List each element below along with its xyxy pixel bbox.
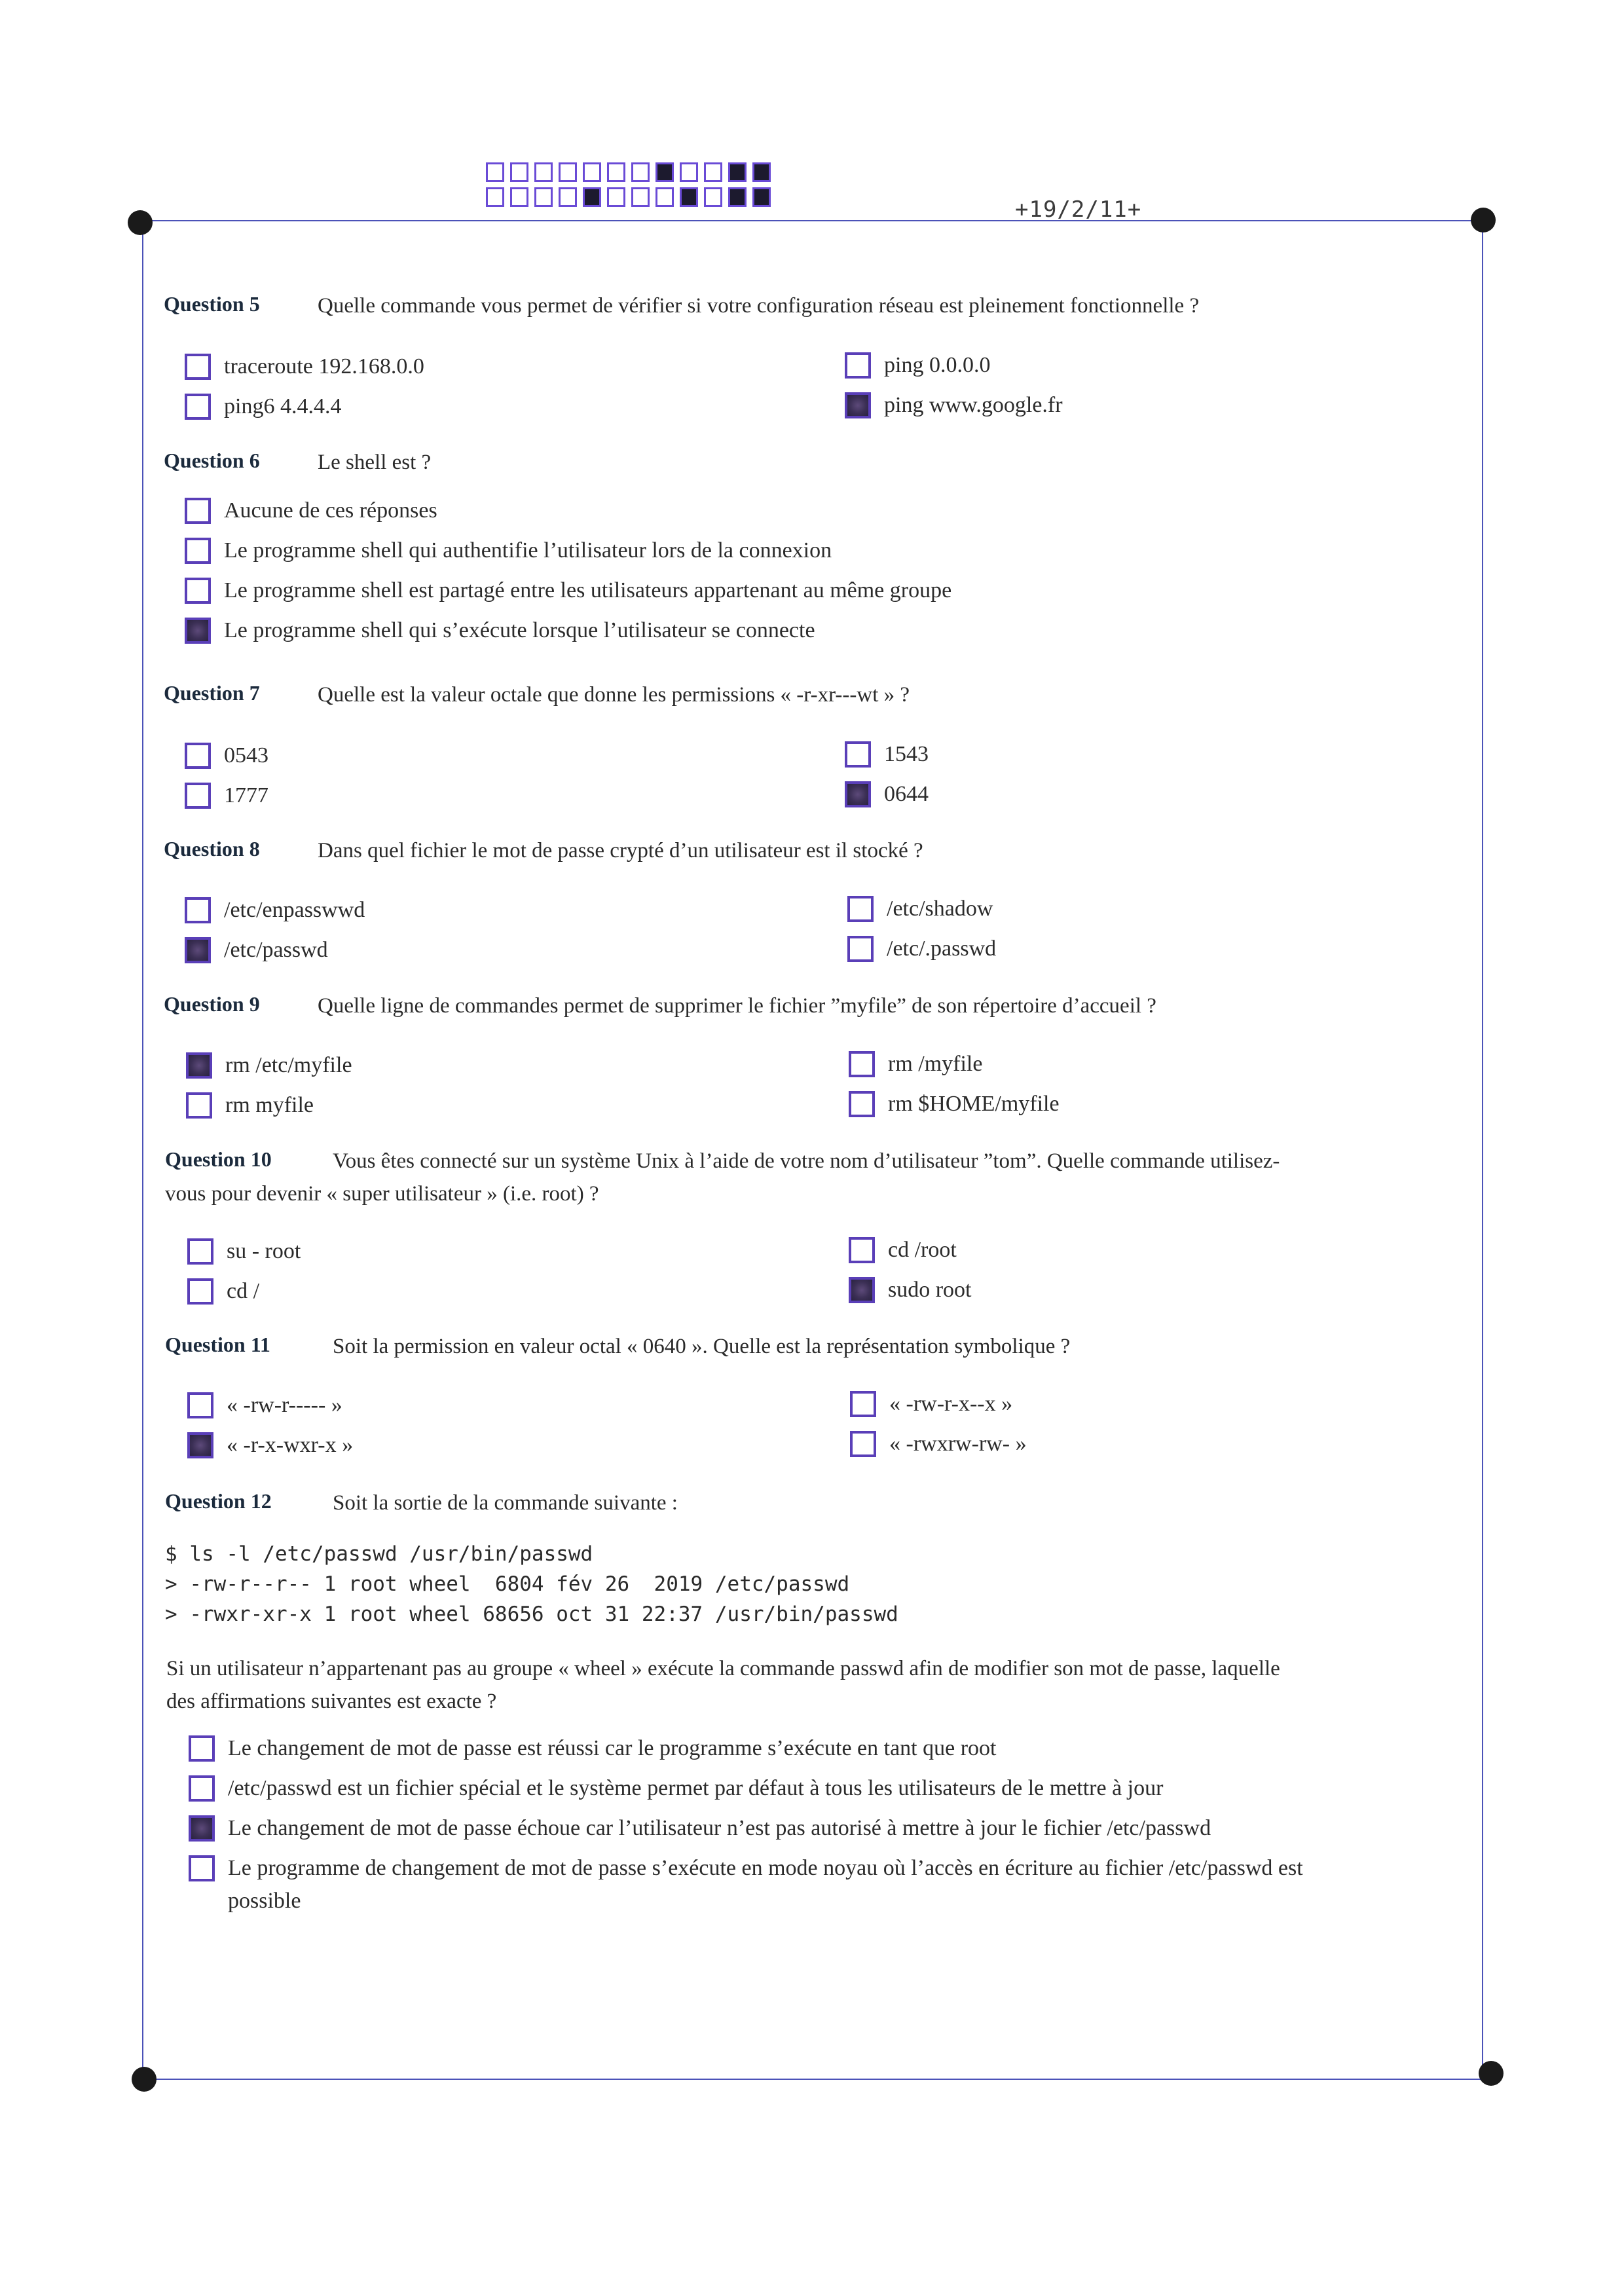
barcode-cell xyxy=(728,187,747,207)
option-label: rm /etc/myfile xyxy=(225,1053,352,1077)
checkbox[interactable] xyxy=(187,1392,213,1418)
barcode xyxy=(486,162,777,212)
option-label: Le changement de mot de passe échoue car l’utilisateur n’est pas autorisé à mettre à jour le fichier /etc/passwd xyxy=(228,1816,1211,1840)
option-label: « -rw-r-x--x » xyxy=(889,1392,1013,1416)
checkbox[interactable] xyxy=(185,498,211,524)
barcode-cell xyxy=(534,162,553,182)
answer-option[interactable] xyxy=(185,783,268,809)
code-line: > -rwxr-xr-x 1 root wheel 68656 oct 31 22:37 /usr/bin/passwd xyxy=(165,1602,898,1626)
barcode-cell xyxy=(559,187,577,207)
checkbox[interactable] xyxy=(845,352,871,379)
barcode-cell xyxy=(728,162,747,182)
checkbox[interactable] xyxy=(185,783,211,809)
checkbox[interactable] xyxy=(186,1092,212,1119)
checkbox-checked[interactable] xyxy=(189,1815,215,1842)
question-label: Question 7 xyxy=(164,681,260,705)
answer-option[interactable] xyxy=(185,394,341,420)
barcode-cell xyxy=(607,187,625,207)
checkbox[interactable] xyxy=(185,538,211,564)
checkbox[interactable] xyxy=(849,1051,875,1077)
option-label: rm $HOME/myfile xyxy=(888,1092,1060,1116)
checkbox[interactable] xyxy=(850,1391,876,1417)
barcode-cell xyxy=(583,162,601,182)
barcode-cell xyxy=(486,187,504,207)
corner-mark-top-right xyxy=(1471,208,1496,232)
corner-mark-bottom-right xyxy=(1479,2061,1504,2086)
option-label: 1777 xyxy=(224,783,268,807)
question-text: Vous êtes connecté sur un système Unix à l’aide de votre nom d’utilisateur ”tom”. Quelle commande utilisez- xyxy=(333,1149,1280,1173)
option-label: ping6 4.4.4.4 xyxy=(224,394,342,418)
option-label: Aucune de ces réponses xyxy=(224,498,437,523)
option-label: /etc/shadow xyxy=(887,897,993,921)
checkbox[interactable] xyxy=(185,578,211,604)
option-label: Le programme de changement de mot de passe s’exécute en mode noyau où l’accès en écriture au fichier /etc/passwd est xyxy=(228,1856,1303,1880)
barcode-cell xyxy=(655,162,674,182)
page-code: +19/2/11+ xyxy=(1015,196,1142,223)
checkbox[interactable] xyxy=(185,394,211,420)
question-text: Soit la sortie de la commande suivante : xyxy=(333,1491,678,1515)
question-label: Question 5 xyxy=(164,292,260,316)
checkbox[interactable] xyxy=(187,1278,213,1305)
checkbox[interactable] xyxy=(850,1431,876,1457)
option-label: cd / xyxy=(227,1279,260,1303)
barcode-cell xyxy=(752,187,771,207)
option-label: /etc/enpasswwd xyxy=(224,898,365,922)
checkbox[interactable] xyxy=(185,743,211,769)
option-label: cd /root xyxy=(888,1238,957,1262)
answer-option[interactable] xyxy=(185,743,268,769)
answer-option[interactable] xyxy=(189,1855,1303,1881)
option-label: ping www.google.fr xyxy=(884,393,1063,417)
barcode-cell xyxy=(559,162,577,182)
checkbox[interactable] xyxy=(189,1735,215,1762)
answer-option[interactable] xyxy=(845,352,990,379)
question-text: Dans quel fichier le mot de passe crypté d’un utilisateur est il stocké ? xyxy=(318,839,923,862)
question-paragraph: des affirmations suivantes est exacte ? xyxy=(166,1690,497,1713)
option-label: sudo root xyxy=(888,1278,972,1302)
checkbox-checked[interactable] xyxy=(849,1277,875,1303)
answer-option[interactable] xyxy=(850,1431,1027,1457)
question-text: Le shell est ? xyxy=(318,451,432,474)
barcode-cell xyxy=(486,162,504,182)
option-label: 0543 xyxy=(224,743,268,768)
answer-option[interactable] xyxy=(185,578,951,604)
option-label: rm myfile xyxy=(225,1093,314,1117)
answer-option[interactable] xyxy=(845,741,929,768)
checkbox[interactable] xyxy=(849,1091,875,1117)
answer-option[interactable] xyxy=(849,1237,957,1263)
code-line: $ ls -l /etc/passwd /usr/bin/passwd xyxy=(165,1542,593,1566)
code-line: > -rw-r--r-- 1 root wheel 6804 fév 26 2019 /etc/passwd xyxy=(165,1572,850,1596)
answer-option[interactable] xyxy=(187,1432,353,1458)
barcode-cell xyxy=(704,187,722,207)
option-label: Le programme shell est partagé entre les utilisateurs appartenant au même groupe xyxy=(224,578,952,602)
checkbox[interactable] xyxy=(849,1237,875,1263)
answer-option[interactable] xyxy=(845,392,1063,418)
barcode-row xyxy=(486,162,777,182)
answer-option[interactable] xyxy=(186,1052,352,1079)
answer-option[interactable] xyxy=(185,354,424,380)
answer-option[interactable] xyxy=(187,1238,301,1265)
option-label: « -rwxrw-rw- » xyxy=(889,1432,1027,1456)
checkbox[interactable] xyxy=(847,896,874,922)
question-label: Question 12 xyxy=(165,1489,272,1513)
barcode-cell xyxy=(631,187,650,207)
option-label: /etc/passwd xyxy=(224,938,328,962)
corner-mark-bottom-left xyxy=(132,2067,157,2092)
barcode-cell xyxy=(607,162,625,182)
option-label: rm /myfile xyxy=(888,1052,983,1076)
option-label: « -rw-r----- » xyxy=(227,1393,342,1417)
answer-option[interactable] xyxy=(849,1091,1060,1117)
option-label: Le programme shell qui authentifie l’utilisateur lors de la connexion xyxy=(224,538,832,563)
question-label: Question 8 xyxy=(164,837,260,861)
checkbox[interactable] xyxy=(185,897,211,923)
question-text: Quelle ligne de commandes permet de supprimer le fichier ”myfile” de son répertoire d’accueil ? xyxy=(318,994,1156,1018)
answer-option[interactable] xyxy=(187,1392,342,1418)
option-label: su - root xyxy=(227,1239,301,1263)
answer-option[interactable] xyxy=(185,618,815,644)
answer-option[interactable] xyxy=(849,1051,982,1077)
barcode-cell xyxy=(534,187,553,207)
question-label: Question 10 xyxy=(165,1147,272,1171)
answer-option[interactable] xyxy=(187,1278,259,1305)
question-text: Quelle commande vous permet de vérifier si votre configuration réseau est pleinement fonctionnelle ? xyxy=(318,294,1200,318)
option-label-continued: possible xyxy=(228,1889,301,1913)
corner-mark-top-left xyxy=(128,210,153,235)
barcode-cell xyxy=(680,162,698,182)
question-label: Question 9 xyxy=(164,992,260,1016)
question-text: Quelle est la valeur octale que donne les permissions « -r-xr---wt » ? xyxy=(318,683,910,707)
answer-option[interactable] xyxy=(186,1092,314,1119)
checkbox-checked[interactable] xyxy=(845,392,871,418)
barcode-cell xyxy=(510,162,528,182)
checkbox-checked[interactable] xyxy=(187,1432,213,1458)
checkbox-checked[interactable] xyxy=(185,937,211,963)
barcode-cell xyxy=(655,187,674,207)
checkbox[interactable] xyxy=(847,936,874,962)
question-label: Question 6 xyxy=(164,449,260,472)
checkbox-checked[interactable] xyxy=(186,1052,212,1079)
barcode-cell xyxy=(631,162,650,182)
option-label: Le programme shell qui s’exécute lorsque l’utilisateur se connecte xyxy=(224,618,815,642)
checkbox[interactable] xyxy=(189,1855,215,1881)
checkbox[interactable] xyxy=(185,354,211,380)
option-label: 0644 xyxy=(884,782,929,806)
barcode-cell xyxy=(680,187,698,207)
barcode-cell xyxy=(510,187,528,207)
answer-option[interactable] xyxy=(185,498,437,524)
checkbox-checked[interactable] xyxy=(185,618,211,644)
question-text-continued: vous pour devenir « super utilisateur » (i.e. root) ? xyxy=(165,1182,599,1206)
answer-option[interactable] xyxy=(185,937,328,963)
option-label: traceroute 192.168.0.0 xyxy=(224,354,424,379)
answer-option[interactable] xyxy=(849,1277,972,1303)
answer-option[interactable] xyxy=(185,538,832,564)
answer-option[interactable] xyxy=(189,1735,996,1762)
answer-option[interactable] xyxy=(847,896,993,922)
option-label: Le changement de mot de passe est réussi car le programme s’exécute en tant que root xyxy=(228,1736,997,1760)
question-text: Soit la permission en valeur octal « 0640 ». Quelle est la représentation symbolique ? xyxy=(333,1335,1071,1358)
answer-option[interactable] xyxy=(845,781,929,807)
barcode-cell xyxy=(752,162,771,182)
checkbox-checked[interactable] xyxy=(845,781,871,807)
checkbox[interactable] xyxy=(187,1238,213,1265)
option-label: /etc/.passwd xyxy=(887,936,997,961)
barcode-cell xyxy=(704,162,722,182)
checkbox[interactable] xyxy=(845,741,871,768)
answer-option[interactable] xyxy=(850,1391,1012,1417)
checkbox[interactable] xyxy=(189,1775,215,1802)
barcode-row xyxy=(486,187,777,207)
barcode-cell xyxy=(583,187,601,207)
option-label: ping 0.0.0.0 xyxy=(884,353,991,377)
option-label: 1543 xyxy=(884,742,929,766)
option-label: « -r-x-wxr-x » xyxy=(227,1433,354,1457)
answer-option[interactable] xyxy=(189,1815,1211,1842)
question-paragraph: Si un utilisateur n’appartenant pas au groupe « wheel » exécute la commande passwd afin de modifier son mot de passe, laquelle xyxy=(166,1657,1280,1680)
answer-option[interactable] xyxy=(189,1775,1163,1802)
answer-option[interactable] xyxy=(847,936,996,962)
question-label: Question 11 xyxy=(165,1333,270,1356)
answer-option[interactable] xyxy=(185,897,365,923)
option-label: /etc/passwd est un fichier spécial et le système permet par défaut à tous les utilisateurs de le mettre à jour xyxy=(228,1776,1164,1800)
